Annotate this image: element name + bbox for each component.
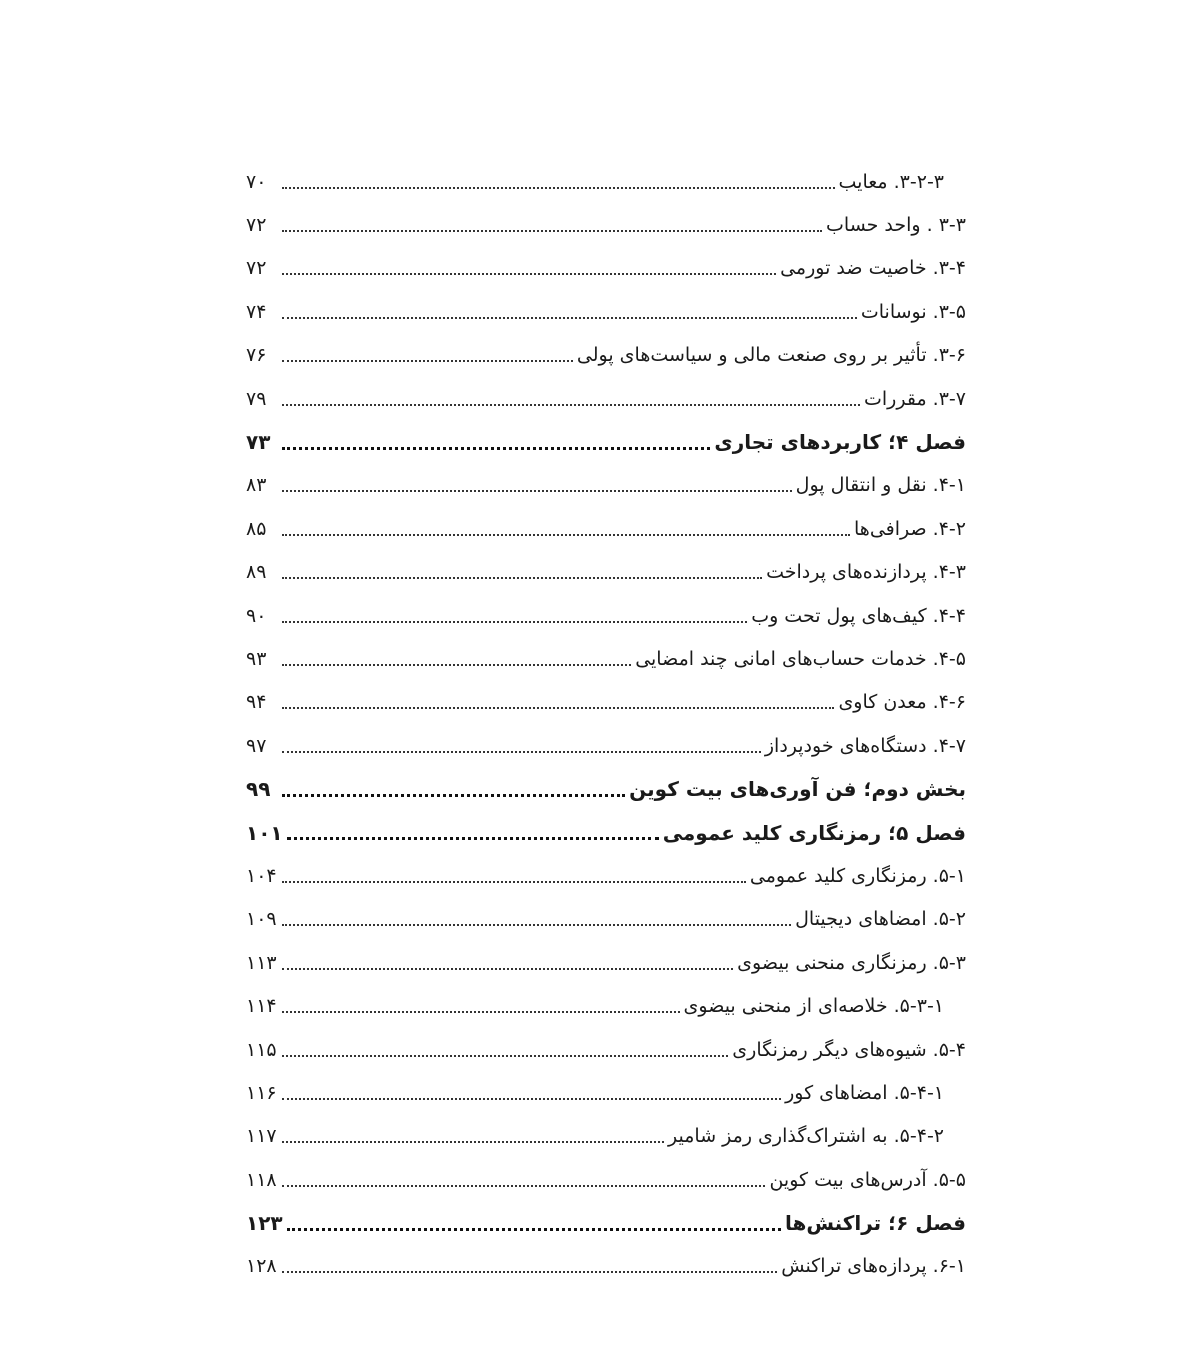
toc-entry-title: ۵-۳-۱. خلاصه‌ای از منحنی بیضوی: [683, 995, 944, 1018]
toc-entry: [246, 637, 966, 680]
toc-entry-page: ۹۷: [246, 734, 267, 757]
dot-leader: [282, 273, 776, 275]
dot-leader: [287, 1228, 781, 1231]
toc-entry: [246, 247, 966, 290]
toc-entry-title: ۳-۷. مقررات: [864, 387, 966, 410]
dot-leader: [282, 1141, 664, 1143]
toc-entry-page: ۱۰۹: [246, 908, 277, 931]
toc-entry: [246, 464, 966, 507]
toc-chapter-heading: [246, 1201, 966, 1244]
toc-entry: [246, 507, 966, 550]
dot-leader: [282, 924, 791, 926]
dot-leader: [282, 187, 835, 189]
toc-entry-title: ۴-۳. پردازنده‌های پرداخت: [766, 561, 966, 584]
dot-leader: [282, 1098, 781, 1100]
dot-leader: [282, 621, 747, 623]
toc-entry-title: فصل ۶؛ تراکنش‌ها: [784, 1211, 966, 1236]
toc-entry-page: ۱۱۴: [246, 995, 277, 1018]
toc-entry-title: ۵-۴. شیوه‌های دیگر رمزنگاری: [732, 1038, 966, 1061]
toc-entry: [246, 1071, 966, 1114]
dot-leader: [282, 707, 834, 709]
toc-entry: [246, 898, 966, 941]
dot-leader: [282, 1185, 765, 1187]
toc-entry-title: ۳-۵. نوسانات: [860, 300, 966, 323]
toc-entry-page: ۱۲۳: [246, 1211, 283, 1236]
dot-leader: [282, 317, 857, 319]
toc-entry-page: ۹۴: [246, 691, 267, 714]
toc-entry-page: ۹۹: [246, 777, 271, 802]
dot-leader: [282, 360, 573, 362]
toc-entry: [246, 551, 966, 594]
dot-leader: [287, 837, 659, 840]
toc-entry-page: ۹۳: [246, 647, 267, 670]
dot-leader: [282, 751, 761, 753]
toc-entry-title: ۳-۲-۳. معایب: [838, 170, 944, 193]
toc-entry-title: ۳-۳ . واحد حساب: [826, 214, 966, 237]
toc-entry-title: ۴-۴. کیف‌های پول تحت وب: [751, 604, 966, 627]
toc-entry-page: ۷۲: [246, 257, 267, 280]
toc-entry-page: ۱۱۸: [246, 1168, 277, 1191]
toc-entry-page: ۱۱۵: [246, 1038, 277, 1061]
toc-entry-title: ۶-۱. پردازه‌های تراکنش: [781, 1255, 966, 1278]
toc-entry-page: ۸۳: [246, 474, 267, 497]
dot-leader: [282, 1271, 777, 1273]
toc-entry-page: ۱۱۳: [246, 951, 277, 974]
toc-entry-title: فصل ۴؛ کاربردهای تجاری: [714, 430, 966, 455]
toc-entry-page: ۹۰: [246, 604, 267, 627]
toc-entry: [246, 594, 966, 637]
toc-entry-title: ۴-۷. دستگاه‌های خودپرداز: [764, 734, 966, 757]
dot-leader: [282, 794, 625, 797]
toc-entry: [246, 984, 966, 1027]
dot-leader: [282, 404, 860, 406]
toc-entry: [246, 1028, 966, 1071]
toc-entry-page: ۸۵: [246, 517, 267, 540]
toc-entry: [246, 724, 966, 767]
dot-leader: [282, 881, 746, 883]
dot-leader: [282, 534, 850, 536]
toc-entry-title: ۵-۲. امضاهای دیجیتال: [795, 908, 966, 931]
toc-entry-title: ۵-۴-۲. به اشتراک‌گذاری رمز شامیر: [668, 1125, 944, 1148]
toc-entry-page: ۸۹: [246, 561, 267, 584]
toc-entry-page: ۱۰۴: [246, 864, 277, 887]
table-of-contents: [246, 160, 966, 1288]
dot-leader: [282, 968, 733, 970]
toc-entry: [246, 681, 966, 724]
toc-entry-page: ۱۱۶: [246, 1081, 277, 1104]
toc-entry-title: ۳-۶. تأثیر بر روی صنعت مالی و سیاست‌های پولی: [576, 344, 966, 367]
toc-chapter-heading: [246, 811, 966, 854]
toc-entry-title: ۴-۱. نقل و انتقال پول: [795, 474, 966, 497]
toc-entry-page: ۷۶: [246, 344, 267, 367]
dot-leader: [282, 664, 631, 666]
dot-leader: [282, 230, 822, 232]
toc-entry-title: ۴-۶. معدن کاوی: [838, 691, 966, 714]
toc-entry-page: ۷۲: [246, 214, 267, 237]
toc-entry: [246, 334, 966, 377]
toc-entry-page: ۷۹: [246, 387, 267, 410]
toc-entry: [246, 377, 966, 420]
toc-entry: [246, 160, 966, 203]
toc-entry-title: ۴-۲. صرافی‌ها: [854, 517, 966, 540]
toc-entry: [246, 290, 966, 333]
toc-entry-title: ۵-۱. رمزنگاری کلید عمومی: [749, 864, 966, 887]
toc-entry-page: ۱۲۸: [246, 1255, 277, 1278]
dot-leader: [282, 577, 762, 579]
dot-leader: [282, 1055, 728, 1057]
toc-entry-page: ۱۱۷: [246, 1125, 277, 1148]
toc-entry-page: ۷۰: [246, 170, 267, 193]
toc-entry-title: فصل ۵؛ رمزنگاری کلید عمومی: [662, 820, 966, 845]
toc-chapter-heading: [246, 420, 966, 463]
toc-entry: [246, 1158, 966, 1201]
toc-entry: [246, 1245, 966, 1288]
toc-entry: [246, 941, 966, 984]
toc-entry-title: ۴-۵. خدمات حساب‌های امانی چند امضایی: [635, 647, 966, 670]
toc-part-heading: [246, 767, 966, 810]
toc-entry: [246, 854, 966, 897]
toc-entry-page: ۷۴: [246, 300, 267, 323]
toc-entry: [246, 203, 966, 246]
toc-entry-title: ۵-۳. رمزنگاری منحنی بیضوی: [737, 951, 966, 974]
dot-leader: [282, 490, 792, 492]
toc-entry-title: ۵-۵. آدرس‌های بیت کوین: [769, 1168, 966, 1191]
toc-entry-page: ۱۰۱: [246, 820, 283, 845]
dot-leader: [282, 1011, 680, 1013]
toc-entry-title: ۳-۴. خاصیت ضد تورمی: [780, 257, 966, 280]
dot-leader: [282, 447, 710, 450]
toc-entry: [246, 1115, 966, 1158]
toc-entry-title: بخش دوم؛ فن آوری‌های بیت کوین: [629, 777, 966, 802]
toc-entry-page: ۷۳: [246, 430, 271, 455]
toc-entry-title: ۵-۴-۱. امضاهای کور: [785, 1081, 944, 1104]
